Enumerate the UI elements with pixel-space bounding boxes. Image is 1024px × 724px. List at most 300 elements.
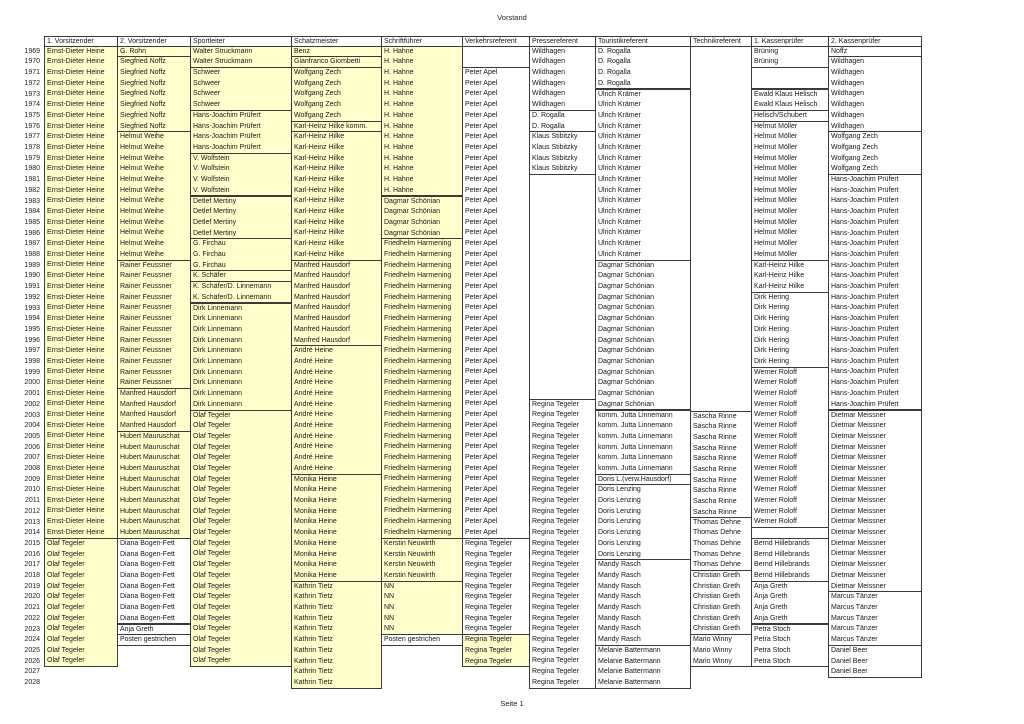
year-label: 1987 xyxy=(24,240,40,248)
vorstand-table xyxy=(13,36,1013,696)
tenure-cell xyxy=(751,67,829,89)
cell-text: Peter Apel xyxy=(465,240,498,248)
cell-text: Daniel Beer xyxy=(831,657,868,665)
year-label: 2002 xyxy=(24,400,40,408)
year-label: 1988 xyxy=(24,251,40,258)
cell-text: Manfred Hausdorf xyxy=(120,411,177,419)
cell-text: NN xyxy=(384,593,395,601)
cell-text: Peter Apel xyxy=(465,208,498,216)
cell-text: Olaf Tegeler xyxy=(193,497,231,504)
cell-text: Bernd Hillebrands xyxy=(754,561,810,569)
cell-text: Petra Stoch xyxy=(754,646,791,654)
year-label: 2022 xyxy=(24,614,40,622)
cell-text: H. Hahne xyxy=(384,101,414,109)
cell-text: Hans-Joachim Prüfert xyxy=(831,240,899,248)
cell-text: Ulrich Krämer xyxy=(598,133,641,141)
cell-text: Peter Apel xyxy=(465,475,498,483)
cell-text: Peter Apel xyxy=(465,379,498,387)
cell-text: Hans-Joachim Prüfert xyxy=(831,315,899,323)
cell-text: Siegfried Noffz xyxy=(120,79,166,87)
cell-text: Helmut Möller xyxy=(754,122,798,130)
tenure-cell xyxy=(117,260,191,389)
tenure-cell xyxy=(381,634,463,646)
cell-text: Ernst-Dieter Heine xyxy=(47,175,105,183)
cell-text: Christian Greth xyxy=(693,572,741,579)
cell-text: Peter Apel xyxy=(465,218,498,226)
cell-text: Werner Roloff xyxy=(754,486,797,494)
cell-text: Friedhelm Harmening xyxy=(384,336,452,344)
cell-text: Diana Bogen-Fett xyxy=(120,571,175,579)
cell-text: Karl-Heinz Hilke xyxy=(294,133,345,141)
year-label: 1993 xyxy=(24,304,40,312)
cell-text: Benz xyxy=(294,47,310,55)
cell-text: Siegfried Noffz xyxy=(120,101,166,109)
cell-text: Peter Apel xyxy=(465,69,498,77)
cell-text: Daniel Beer xyxy=(831,668,868,676)
cell-text: Thomas Dehne xyxy=(693,518,741,526)
cell-text: Monika Heine xyxy=(294,529,337,537)
cell-text: Mandy Rasch xyxy=(598,604,641,612)
tenure-cell xyxy=(190,238,292,271)
cell-text: Friedhelm Harmening xyxy=(384,443,452,451)
cell-text: Peter Apel xyxy=(465,133,498,141)
cell-text: Ernst-Dieter Heine xyxy=(47,261,105,269)
cell-text: Ernst-Dieter Heine xyxy=(47,325,105,333)
cell-text: Olaf Tegeler xyxy=(193,603,231,611)
cell-text: Peter Apel xyxy=(465,368,498,376)
year-label: 2016 xyxy=(24,550,40,558)
cell-text: Ulrich Krämer xyxy=(598,165,641,173)
year-label: 2017 xyxy=(24,561,40,569)
year-label: 2024 xyxy=(24,636,40,644)
cell-text: Dagmar Schönian xyxy=(598,336,655,344)
year-label: 2004 xyxy=(24,422,40,430)
cell-text: Olaf Tegeler xyxy=(193,657,231,665)
tenure-cell xyxy=(462,46,530,68)
cell-text: Friedhelm Harmening xyxy=(384,325,452,333)
cell-text: Ernst-Dieter Heine xyxy=(47,47,105,55)
cell-text: Posten gestrichen xyxy=(120,636,177,644)
year-label: 1989 xyxy=(24,261,40,269)
cell-text: Marcus Tänzer xyxy=(831,636,878,644)
cell-text: Diana Bogen-Fett xyxy=(120,561,175,569)
cell-text: Ulrich Krämer xyxy=(598,154,641,162)
cell-text: Karl-Heinz Hilke xyxy=(294,186,345,194)
cell-text: Olaf Tegeler xyxy=(193,411,231,419)
cell-text: Doris Lenzing xyxy=(598,486,641,494)
cell-text: Hans-Joachim Prüfert xyxy=(831,336,899,344)
cell-text: Regina Tegeler xyxy=(532,454,579,462)
column-header: 1. Kassenprüfer xyxy=(751,36,829,47)
cell-text: Diana Bogen-Fett xyxy=(120,582,175,590)
cell-text: Karl-Heinz Hilke xyxy=(294,197,345,205)
cell-text xyxy=(530,239,595,250)
cell-text: Helmut Möller xyxy=(754,250,798,258)
cell-text: Ulrich Krämer xyxy=(598,240,641,248)
cell-text: Doris Lenzing xyxy=(598,497,641,505)
cell-text: Regina Tegeler xyxy=(532,422,579,430)
cell-text: Rainer Feussner xyxy=(120,368,172,376)
tenure-cell xyxy=(190,67,292,111)
cell-text: Ernst-Dieter Heine xyxy=(47,528,105,536)
year-label: 2013 xyxy=(24,518,40,526)
tenure-cell xyxy=(690,517,752,572)
cell-text: Helisch/Schubert xyxy=(754,111,807,119)
cell-text: Mandy Rasch xyxy=(598,571,641,579)
cell-text: Wildhagen xyxy=(831,90,865,98)
cell-text: Diana Bogen-Fett xyxy=(120,604,175,612)
year-label: 2012 xyxy=(24,507,40,515)
year-label: 2023 xyxy=(24,625,40,633)
tenure-cell xyxy=(291,474,382,582)
cell-text: Manfred Hausdorf xyxy=(294,293,351,301)
cell-text: Kathrin Tietz xyxy=(294,636,333,644)
cell-text: Sascha Rinne xyxy=(693,412,737,420)
cell-text: Dietmar Meissner xyxy=(831,486,886,494)
cell-text: Hans-Joachim Prüfert xyxy=(831,229,899,237)
cell-text: Monika Heine xyxy=(294,475,337,483)
cell-text: Olaf Tegeler xyxy=(47,604,85,612)
cell-text xyxy=(530,196,595,207)
cell-text: Werner Roloff xyxy=(754,464,797,472)
cell-text: Friedhelm Harmening xyxy=(384,250,452,258)
cell-text: Hans-Joachim Prüfert xyxy=(831,347,899,355)
cell-text: Gianfranco Giombetti xyxy=(294,58,361,66)
cell-text: Klaus Stibitzky xyxy=(532,143,578,151)
tenure-cell xyxy=(595,645,691,689)
cell-text: Melanie Battermann xyxy=(598,678,661,686)
cell-text: Posten gestrichen xyxy=(384,636,441,644)
cell-text: Detlef Mertiny xyxy=(193,197,237,205)
cell-text: Ernst-Dieter Heine xyxy=(47,58,105,66)
tenure-cell xyxy=(291,581,382,689)
cell-text: Helmut Weihe xyxy=(120,165,164,173)
column-header: Schatzmeister xyxy=(291,36,382,47)
cell-text: Peter Apel xyxy=(465,443,498,451)
cell-text: Helmut Möller xyxy=(754,165,798,173)
cell-text: Olaf Tegeler xyxy=(193,635,231,643)
cell-text: Wolfgang Zech xyxy=(294,111,341,119)
cell-text: Dirk Linnemann xyxy=(193,368,243,376)
cell-text: Rainer Feussner xyxy=(120,304,172,312)
year-label: 1984 xyxy=(24,208,40,216)
year-label: 2001 xyxy=(24,390,40,398)
cell-text: Marcus Tänzer xyxy=(831,614,878,622)
year-label: 1977 xyxy=(24,133,40,141)
cell-text: Ulrich Krämer xyxy=(598,218,641,226)
tenure-cell xyxy=(751,292,829,368)
year-label: 2014 xyxy=(24,529,40,537)
cell-text: Wildhagen xyxy=(532,90,566,98)
cell-text: Dietmar Meissner xyxy=(831,518,886,526)
cell-text: Karl-Heinz Hilke xyxy=(294,143,345,151)
cell-text: Peter Apel xyxy=(465,101,498,109)
tenure-cell xyxy=(690,411,752,518)
cell-text: Mario Winny xyxy=(693,657,732,665)
cell-text: Ernst-Dieter Heine xyxy=(47,368,105,376)
tenure-cell xyxy=(190,153,292,197)
cell-text: Friedhelm Harmening xyxy=(384,464,452,472)
tenure-cell xyxy=(690,570,752,635)
cell-text: Dagmar Schönian xyxy=(598,368,655,376)
year-label: 2005 xyxy=(24,432,40,440)
cell-text: Ernst-Dieter Heine xyxy=(47,517,105,525)
cell-text xyxy=(530,229,595,240)
cell-text: Olaf Tegeler xyxy=(193,529,231,537)
cell-text: Dagmar Schönian xyxy=(598,283,655,291)
cell-text: Rainer Feussner xyxy=(120,336,172,344)
cell-text: Wildhagen xyxy=(831,101,865,109)
tenure-cell xyxy=(190,410,292,668)
cell-text: Rainer Feussner xyxy=(120,357,172,365)
tenure-cell xyxy=(44,538,118,667)
cell-text: Christian Greth xyxy=(693,625,741,633)
cell-text: Rainer Feussner xyxy=(120,293,172,301)
cell-text: NN xyxy=(384,582,395,590)
tenure-cell xyxy=(828,174,922,410)
cell-text: Dirk Linnemann xyxy=(193,336,243,344)
year-label: 2007 xyxy=(24,454,40,462)
cell-text: Schweer xyxy=(193,101,221,109)
cell-text: Mandy Rasch xyxy=(598,561,641,569)
cell-text: Friedhelm Harmening xyxy=(384,486,452,494)
tenure-cell xyxy=(751,581,829,625)
cell-text: Ernst-Dieter Heine xyxy=(47,240,105,248)
year-label: 1974 xyxy=(24,101,40,109)
cell-text: Kathrin Tietz xyxy=(294,604,333,612)
cell-text: NN xyxy=(384,625,395,633)
cell-text: Christian Greth xyxy=(693,604,741,612)
cell-text: Friedhelm Harmening xyxy=(384,283,452,291)
cell-text: Ernst-Dieter Heine xyxy=(47,443,105,451)
year-label: 1983 xyxy=(24,197,40,205)
cell-text: Karl-Heinz Hilke xyxy=(294,240,345,248)
cell-text: Olaf Tegeler xyxy=(193,464,231,472)
cell-text: Peter Apel xyxy=(465,336,498,344)
cell-text: Hans-Joachim Prüfert xyxy=(831,325,899,333)
tenure-cell xyxy=(381,196,463,240)
cell-text: G. Rohn xyxy=(120,47,147,55)
cell-text xyxy=(530,314,595,325)
cell-text: Helmut Weihe xyxy=(120,229,164,237)
cell-text: Helmut Möller xyxy=(754,143,798,151)
page-number: Seite 1 xyxy=(500,699,524,708)
column-header: Touristikreferent xyxy=(595,36,691,47)
cell-text: Werner Roloff xyxy=(754,454,797,462)
year-label: 2020 xyxy=(24,593,40,601)
year-label: 2009 xyxy=(24,475,40,483)
cell-text: Wildhagen xyxy=(532,47,566,55)
cell-text: Friedhelm Harmening xyxy=(384,315,452,323)
cell-text: Olaf Tegeler xyxy=(47,539,85,547)
cell-text: Dirk Hering xyxy=(754,357,790,365)
cell-text: Dirk Hering xyxy=(754,293,790,301)
cell-text: H. Hahne xyxy=(384,58,414,66)
year-label: 2018 xyxy=(24,572,40,579)
cell-text: Christian Greth xyxy=(693,593,741,601)
cell-text: Marcus Tänzer xyxy=(831,593,878,601)
cell-text: Ernst-Dieter Heine xyxy=(47,90,105,98)
cell-text: Helmut Möller xyxy=(754,176,798,184)
year-label: 1985 xyxy=(24,218,40,226)
tenure-cell xyxy=(595,46,691,90)
cell-text: Olaf Tegeler xyxy=(193,454,231,462)
cell-text: Sascha Rinne xyxy=(693,423,737,431)
cell-text: Friedhelm Harmening xyxy=(384,432,452,440)
column-header: Technikreferent xyxy=(690,36,752,47)
cell-text: Dirk Hering xyxy=(754,315,790,323)
cell-text: Dirk Hering xyxy=(754,336,790,344)
cell-text: Werner Roloff xyxy=(754,422,797,430)
tenure-cell xyxy=(462,634,530,667)
cell-text: Sascha Rinne xyxy=(693,476,737,484)
cell-text: Ernst-Dieter Heine xyxy=(47,496,105,504)
tenure-cell xyxy=(751,121,829,261)
tenure-cell xyxy=(117,388,191,432)
cell-text: Regina Tegeler xyxy=(465,657,512,665)
cell-text: Siegfried Noffz xyxy=(120,111,166,119)
cell-text: Olaf Tegeler xyxy=(47,571,85,579)
tenure-cell xyxy=(595,559,691,646)
cell-text: Mandy Rasch xyxy=(598,625,641,633)
cell-text: Sascha Rinne xyxy=(693,455,737,463)
cell-text: Dagmar Schönian xyxy=(384,218,441,226)
cell-text: Helmut Möller xyxy=(754,133,798,141)
cell-text: Wildhagen xyxy=(532,69,566,77)
cell-text: Ernst-Dieter Heine xyxy=(47,453,105,461)
cell-text: Peter Apel xyxy=(465,79,498,87)
cell-text: Manfred Hausdorf xyxy=(120,422,177,430)
cell-text: Olaf Tegeler xyxy=(193,571,231,579)
cell-text: André Heine xyxy=(294,379,333,387)
cell-text: Olaf Tegeler xyxy=(47,582,85,590)
cell-text: Peter Apel xyxy=(465,261,498,269)
cell-text: Werner Roloff xyxy=(754,390,797,398)
cell-text xyxy=(530,335,595,346)
cell-text: André Heine xyxy=(294,432,333,440)
cell-text: Olaf Tegeler xyxy=(193,518,231,526)
cell-text: Monika Heine xyxy=(294,507,337,515)
cell-text: Manfred Hausdorf xyxy=(294,315,351,323)
tenure-cell xyxy=(595,484,691,560)
cell-text: Ernst-Dieter Heine xyxy=(47,282,105,290)
cell-text: André Heine xyxy=(294,357,333,365)
year-label: 1990 xyxy=(24,272,40,280)
cell-text: Peter Apel xyxy=(465,165,498,173)
cell-text: Dirk Linnemann xyxy=(193,400,243,408)
cell-text: Peter Apel xyxy=(465,186,498,194)
cell-text: Olaf Tegeler xyxy=(193,550,231,558)
year-label: 2010 xyxy=(24,486,40,494)
cell-text: Karl-Heinz Hilke xyxy=(294,208,345,216)
cell-text xyxy=(530,271,595,282)
cell-text: Ernst-Dieter Heine xyxy=(47,79,105,87)
column-header: Pressereferent xyxy=(529,36,596,47)
cell-text: Schweer xyxy=(193,79,221,87)
cell-text: Peter Apel xyxy=(465,346,498,354)
cell-text: Manfred Hausdorf xyxy=(294,304,351,312)
cell-text: NN xyxy=(384,604,395,612)
cell-text: Friedhelm Harmening xyxy=(384,411,452,419)
cell-text: Karl-Heinz Hilke xyxy=(754,261,805,269)
cell-text: Dagmar Schönian xyxy=(598,325,655,333)
cell-text: H. Hahne xyxy=(384,165,414,173)
year-label: 2015 xyxy=(24,539,40,547)
year-label: 1982 xyxy=(24,186,40,194)
cell-text: Diana Bogen-Fett xyxy=(120,614,175,622)
tenure-cell xyxy=(595,89,691,261)
cell-text: Hubert Mauruschat xyxy=(120,475,180,483)
tenure-cell xyxy=(117,634,191,646)
page-title: Vorstand xyxy=(497,13,527,22)
tenure-cell xyxy=(529,399,596,689)
cell-text: Ernst-Dieter Heine xyxy=(47,336,105,344)
cell-text: Mario Winny xyxy=(693,636,732,644)
cell-text: Regina Tegeler xyxy=(532,593,579,601)
cell-text: Hans-Joachim Prüfert xyxy=(831,176,899,184)
cell-text: Friedhelm Harmening xyxy=(384,261,452,269)
year-label: 1986 xyxy=(24,229,40,237)
cell-text: Regina Tegeler xyxy=(532,443,579,451)
cell-text: Dietmar Meissner xyxy=(831,411,886,419)
cell-text: Dietmar Meissner xyxy=(831,443,886,451)
cell-text: Ernst-Dieter Heine xyxy=(47,208,105,215)
cell-text: Wildhagen xyxy=(831,69,865,77)
cell-text: Hans-Joachim Prüfert xyxy=(831,186,899,194)
cell-text: Ernst-Dieter Heine xyxy=(47,464,105,472)
cell-text: Daniel Beer xyxy=(831,646,868,654)
cell-text: Friedhelm Harmening xyxy=(384,421,452,429)
cell-text: Peter Apel xyxy=(465,496,498,504)
cell-text: Olaf Tegeler xyxy=(193,486,231,494)
cell-text: Ernst-Dieter Heine xyxy=(47,218,105,226)
cell-text: K. Schäfer/D. Linnemann xyxy=(193,293,272,301)
cell-text: Anja Greth xyxy=(754,614,788,622)
year-label: 1970 xyxy=(24,58,40,66)
cell-text: Wildhagen xyxy=(831,122,865,130)
tenure-cell xyxy=(690,634,752,667)
cell-text: D. Rogalla xyxy=(532,122,565,130)
cell-text: Regina Tegeler xyxy=(532,635,579,643)
cell-text: Werner Roloff xyxy=(754,432,797,440)
year-label: 1976 xyxy=(24,122,40,130)
cell-text: Peter Apel xyxy=(465,517,498,525)
cell-text: Wolfgang Zech xyxy=(831,154,878,162)
cell-text xyxy=(530,261,595,272)
cell-text xyxy=(530,186,595,197)
cell-text: Thomas Dehne xyxy=(693,529,741,537)
cell-text: Manfred Hausdorf xyxy=(294,283,351,291)
cell-text: Regina Tegeler xyxy=(465,614,512,622)
cell-text xyxy=(530,346,595,357)
cell-text: Olaf Tegeler xyxy=(193,593,231,601)
year-label: 1999 xyxy=(24,368,40,376)
year-label: 1996 xyxy=(24,336,40,344)
cell-text: Monika Heine xyxy=(294,486,337,494)
tenure-cell xyxy=(595,410,691,475)
cell-text: H. Hahne xyxy=(384,90,414,98)
cell-text: Regina Tegeler xyxy=(465,582,512,590)
cell-text: Brüning xyxy=(754,47,779,55)
tenure-cell xyxy=(190,196,292,240)
cell-text: Petra Stoch xyxy=(754,657,791,665)
cell-text: komm. Jutta Linnemann xyxy=(598,422,673,430)
cell-text: Dagmar Schönian xyxy=(384,229,441,237)
cell-text: Ernst-Dieter Heine xyxy=(47,272,105,280)
cell-text: Olaf Tegeler xyxy=(193,539,231,547)
tenure-cell xyxy=(529,46,596,111)
cell-text: Olaf Tegeler xyxy=(47,614,85,622)
